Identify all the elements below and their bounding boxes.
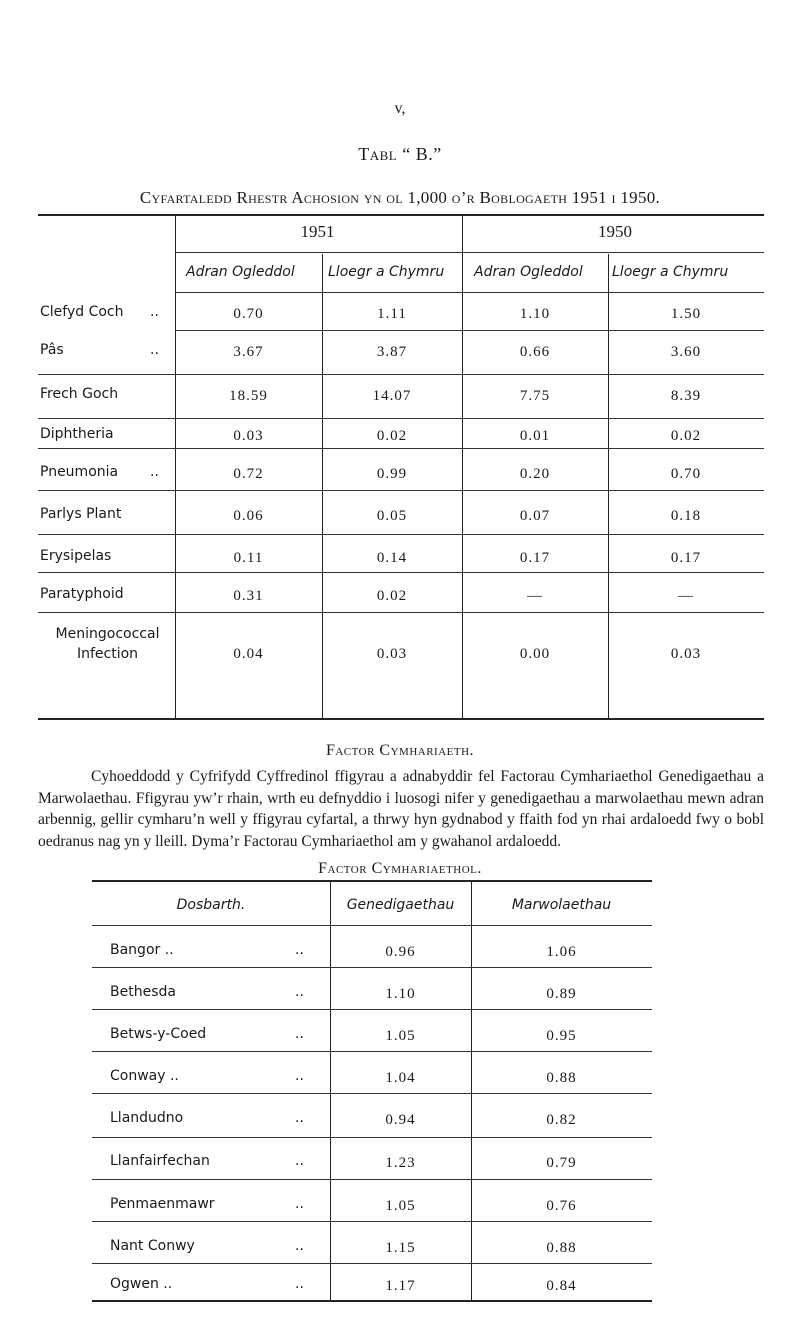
cell-value: 0.99	[376, 466, 408, 482]
cell-value: 14.07	[372, 388, 412, 404]
leader-dots: ..	[150, 304, 159, 320]
cell-value: 0.17	[519, 550, 551, 566]
cell-value: 0.06	[233, 508, 264, 524]
cell-value: 1.10	[519, 306, 551, 322]
births-value: 1.23	[385, 1155, 416, 1171]
cell-value: 0.18	[670, 508, 702, 524]
district-label: Conway ..	[110, 1068, 179, 1084]
table-b-title: Cyfartaledd Rhestr Achosion yn ol 1,000 o’r Boblogaeth 1951 i 1950.	[139, 188, 661, 207]
header-dosbarth: Dosbarth.	[176, 897, 246, 913]
row-separator	[92, 1137, 652, 1138]
cell-value: 0.02	[670, 428, 702, 444]
district-label: Bangor ..	[110, 942, 174, 958]
row-separator	[38, 534, 764, 535]
row-separator	[38, 490, 764, 491]
district-label: Bethesda	[110, 984, 176, 1000]
row-label: Diphtheria	[40, 426, 114, 442]
leader-dots: ..	[295, 1026, 304, 1042]
births-value: 0.96	[385, 944, 416, 960]
deaths-value: 0.88	[546, 1070, 577, 1086]
row-label: Clefyd Coch	[40, 304, 124, 320]
births-value: 1.10	[385, 986, 416, 1002]
leader-dots: ..	[150, 342, 159, 358]
births-value: 1.17	[385, 1278, 416, 1294]
births-value: 1.15	[385, 1240, 416, 1256]
cell-value: 0.03	[233, 428, 264, 444]
sub-header-lloegr-1951: Lloegr a Chymru	[328, 264, 445, 280]
row-separator	[92, 1179, 652, 1180]
row-label: Parlys Plant	[40, 506, 122, 522]
cell-value: —	[678, 588, 694, 604]
cell-value: 7.75	[519, 388, 551, 404]
cell-value: 3.87	[376, 344, 408, 360]
births-value: 1.05	[385, 1028, 416, 1044]
factor-paragraph	[38, 766, 764, 852]
cell-value: 0.72	[233, 466, 264, 482]
row-label-line2: Infection	[76, 646, 139, 662]
leader-dots: ..	[295, 942, 304, 958]
factor-table-top-rule	[92, 880, 652, 882]
factor-table-title: Factor Cymhariaethol.	[318, 860, 482, 877]
district-label: Ogwen ..	[110, 1276, 173, 1292]
cell-value: 1.11	[377, 306, 407, 322]
cell-value: 0.70	[670, 466, 702, 482]
header-underline	[462, 252, 764, 253]
cell-value: 3.60	[670, 344, 702, 360]
row-separator	[175, 330, 764, 331]
cell-value: 0.14	[376, 550, 408, 566]
cell-value: 0.03	[376, 646, 408, 662]
cell-value: 3.67	[233, 344, 264, 360]
page-number: v,	[394, 100, 406, 117]
leader-dots: ..	[295, 1276, 304, 1292]
row-separator	[38, 448, 764, 449]
deaths-value: 0.88	[546, 1240, 577, 1256]
deaths-value: 0.89	[546, 986, 577, 1002]
deaths-value: 1.06	[546, 944, 577, 960]
row-separator	[92, 967, 652, 968]
cell-value: 0.03	[670, 646, 702, 662]
cell-value: 0.00	[519, 646, 551, 662]
births-value: 0.94	[385, 1112, 416, 1128]
row-label: Pâs	[40, 342, 64, 358]
row-label: Erysipelas	[40, 548, 112, 564]
cell-value: 0.11	[233, 550, 264, 566]
district-label: Penmaenmawr	[110, 1196, 215, 1212]
sub-header-lloegr-1950: Lloegr a Chymru	[612, 264, 729, 280]
leader-dots: ..	[295, 1238, 304, 1254]
row-separator	[92, 925, 652, 926]
cell-value: 0.20	[519, 466, 551, 482]
district-label: Betws-y-Coed	[110, 1026, 207, 1042]
row-label: Pneumonia	[40, 464, 119, 480]
table-b-label: Tabl “ B.”	[358, 144, 442, 164]
cell-value: 0.66	[519, 344, 551, 360]
leader-dots: ..	[150, 464, 159, 480]
row-separator	[38, 418, 764, 419]
row-separator	[92, 1221, 652, 1222]
year-1950-header: 1950	[598, 222, 632, 241]
row-separator	[92, 1263, 652, 1264]
row-separator	[92, 1051, 652, 1052]
table-b-top-rule	[38, 214, 764, 216]
cell-value: 1.50	[670, 306, 702, 322]
cell-value: 0.31	[233, 588, 264, 604]
header-marwolaethau: Marwolaethau	[511, 897, 612, 913]
cell-value: 0.07	[519, 508, 551, 524]
leader-dots: ..	[295, 1153, 304, 1169]
deaths-value: 0.76	[546, 1198, 577, 1214]
row-separator	[38, 374, 764, 375]
cell-value: 0.02	[376, 428, 408, 444]
factor-paragraph-text: Cyhoeddodd y Cyfrifydd Cyffredinol ffigyrau a adnabyddir fel Factorau Cymhariaethol Genedigaethau a Marwolaethau. Ffigyrau yw’r rhain, wrth eu defnyddio i luosogi nifer y genedigaethau a marwolaethau mewn adran arbennig, gellir cymharu’n well y ffigyrau cyfartal, a thrwy hyn gydnabod y ffaith fod yn rhai ardaloedd fwy o bobl oedranus nag yn y lleill. Dyma’r Factorau Cymhariaethol am y gwahanol ardaloedd.	[38, 768, 764, 850]
cell-value: 0.02	[376, 588, 408, 604]
leader-dots: ..	[295, 1068, 304, 1084]
row-separator	[38, 572, 764, 573]
cell-value: 0.70	[233, 306, 264, 322]
births-value: 1.05	[385, 1198, 416, 1214]
district-label: Nant Conwy	[110, 1238, 195, 1254]
sub-header-adran-1950: Adran Ogleddol	[474, 264, 583, 280]
table-b-bottom-rule	[38, 718, 764, 720]
header-genedigaethau: Genedigaethau	[346, 897, 455, 913]
row-separator	[92, 1009, 652, 1010]
deaths-value: 0.84	[546, 1278, 577, 1294]
leader-dots: ..	[295, 984, 304, 1000]
cell-value: —	[527, 588, 543, 604]
cell-value: 0.05	[376, 508, 408, 524]
cell-value: 0.04	[233, 646, 264, 662]
year-1951-header: 1951	[300, 222, 335, 241]
row-label-line1: Meningococcal	[55, 626, 160, 642]
row-separator	[38, 612, 764, 613]
district-label: Llandudno	[110, 1110, 184, 1126]
sub-header-underline	[175, 292, 764, 293]
row-label: Frech Goch	[40, 386, 119, 402]
cell-value: 0.01	[519, 428, 551, 444]
district-label: Llanfairfechan	[110, 1153, 210, 1169]
cell-value: 0.17	[670, 550, 702, 566]
deaths-value: 0.82	[546, 1112, 577, 1128]
cell-value: 8.39	[670, 388, 702, 404]
sub-header-adran-1951: Adran Ogleddol	[186, 264, 295, 280]
births-value: 1.04	[385, 1070, 416, 1086]
factor-section-title: Factor Cymhariaeth.	[325, 742, 475, 759]
leader-dots: ..	[295, 1110, 304, 1126]
row-separator	[92, 1093, 652, 1094]
header-underline	[175, 252, 462, 253]
leader-dots: ..	[295, 1196, 304, 1212]
row-label: Paratyphoid	[40, 586, 124, 602]
deaths-value: 0.79	[546, 1155, 577, 1171]
factor-table-bottom-rule	[92, 1300, 652, 1302]
cell-value: 18.59	[229, 388, 268, 404]
deaths-value: 0.95	[546, 1028, 577, 1044]
